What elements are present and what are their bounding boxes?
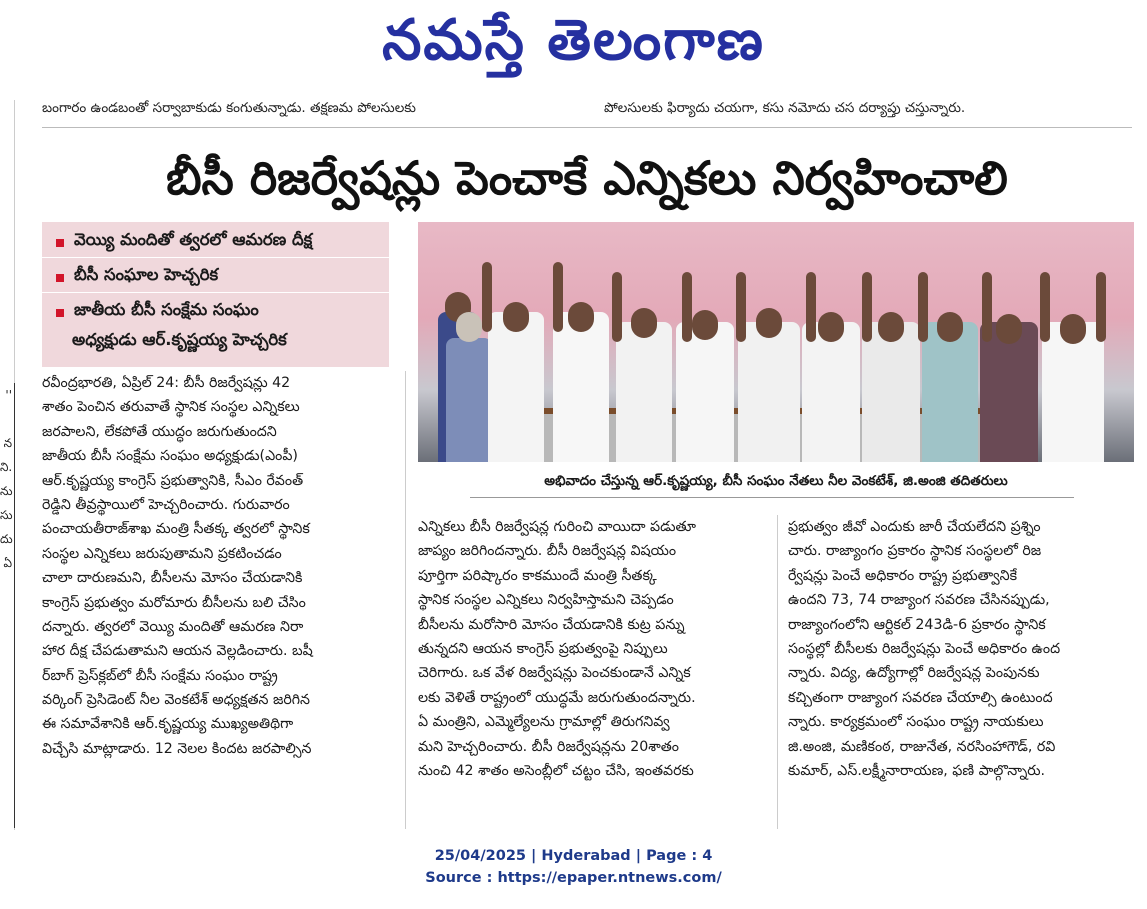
text-line: బీసీలను మరోసారి మోసం చేయడానికి కుట్ర పన్ను — [418, 616, 685, 633]
masthead-title: నమస్తే తెలంగాణ — [382, 8, 765, 73]
article-column-1 — [42, 371, 392, 761]
photo-caption: అభివాదం చేస్తున్న ఆర్.కృష్ణయ్య, బీసీ సంఘం నేతలు నీల వెంకటేశ్, జి.అంజి తదితరులు — [544, 473, 1008, 489]
text-line: న్నారు. కార్యక్రమంలో సంఘం రాష్ట్ర నాయకులు — [788, 714, 1044, 731]
clip-text: '' — [5, 388, 12, 402]
divider — [42, 127, 1132, 128]
previous-story-strip — [42, 96, 1102, 122]
person-figure — [446, 312, 492, 462]
strip-text-left: బంగారం ఉండబంతో సర్వాబాకుడు కంగుతున్నాడు. తక్షణమ పోలసులకు — [42, 100, 416, 116]
person-figure — [922, 272, 978, 462]
clip-text: ని. — [0, 460, 13, 474]
text-line: కుమార్, ఎస్.లక్ష్మీనారాయణ, ఫణి పాల్గొన్నారు. — [788, 762, 1046, 779]
sub-point: బీసీ సంఘాల హెచ్చరిక — [74, 265, 219, 284]
sub-point: అధ్యక్షుడు ఆర్.కృష్ణయ్య హెచ్చరిక — [72, 330, 287, 349]
text-line: లకు వెళితే రాష్ట్రంలో యుద్ధమే జరుగుతుందన్నారు. — [418, 689, 696, 706]
person-figure — [802, 272, 860, 462]
edition-info: 25/04/2025 | Hyderabad | Page : 4 — [434, 848, 713, 864]
text-line: జాతీయ బీసీ సంక్షేమ సంఘం అధ్యక్షుడు(ఎంపీ) — [42, 448, 298, 465]
text-line: ఉందని 73, 74 రాజ్యాంగ సవరణ చేసినప్పుడు, — [788, 592, 1050, 609]
clip-text: దు — [0, 532, 13, 546]
page-footer — [0, 845, 1147, 889]
clip-text: న — [3, 436, 12, 450]
text-line: సంస్థల ఎన్నికలు జరుపుతామని ప్రకటించడం — [42, 545, 282, 562]
bullet-icon — [56, 239, 64, 247]
text-line: వర్కింగ్ ప్రెసిడెంట్ నీల వెంకటేశ్ అధ్యక్షతన జరిగిన — [42, 692, 310, 709]
text-line: ఎన్నికలు బీసీ రిజర్వేషన్ల గురించి వాయిదా పడుతూ — [418, 519, 697, 535]
article-column-3 — [788, 515, 1134, 783]
text-line: ఆర్.కృష్ణయ్య కాంగ్రెస్ ప్రభుత్వానికి, సీఎం రేవంత్ — [42, 472, 304, 489]
text-line: మని హెచ్చరించారు. బీసీ రిజర్వేషన్లను 20శాతం — [418, 738, 680, 755]
person-figure — [980, 272, 1038, 462]
sub-point: జాతీయ బీసీ సంక్షేమ సంఘం — [74, 300, 259, 319]
text-line: పంచాయతీరాజ్‌శాఖ మంత్రి సీతక్క త్వరలో స్థానిక — [42, 521, 310, 538]
masthead — [0, 0, 1147, 82]
text-line: ఈ సమావేశానికి ఆర్.కృష్ణయ్య ముఖ్యఅతిథిగా — [42, 716, 294, 733]
text-line: చాలా దారుణమని, బీసీలను మోసం చేయడానికి — [42, 570, 303, 587]
person-figure — [1042, 272, 1104, 462]
person-figure — [553, 262, 609, 462]
text-line: చారు. రాజ్యాంగం ప్రకారం స్థానిక సంస్థలలో రిజ — [788, 543, 1042, 560]
strip-text-right: పోలసులకు ఫిర్యాదు చయగా, కసు నమోదు చస దర్యాప్తు చస్తున్నారు. — [604, 100, 966, 116]
text-line: కచ్చితంగా రాజ్యాంగ సవరణ చేయాల్సి ఉంటుంద — [788, 689, 1053, 706]
bullet-icon — [56, 309, 64, 317]
text-line: సంస్థల్లో బీసీలకు రిజర్వేషన్లు పెంచే అధికారం ఉంద — [788, 640, 1061, 657]
column-divider — [777, 515, 778, 829]
subheadings-box — [42, 222, 389, 367]
text-line: హార దీక్ష చేపడుతామని ఆయన వెల్లడించారు. బషీ — [42, 643, 313, 660]
text-line: తున్నదని ఆయన కాంగ్రెస్ ప్రభుత్వంపై నిప్పులు — [418, 640, 668, 657]
text-line: ర్వేషన్లు పెంచే అధికారం రాష్ట్ర ప్రభుత్వానికే — [788, 567, 1017, 584]
sub-point: వెయ్యి మందితో త్వరలో ఆమరణ దీక్ష — [74, 230, 313, 249]
clip-text: సు — [0, 508, 13, 522]
text-line: ఏ మంత్రిని, ఎమ్మెల్యేలను గ్రామాల్లో తిరుగనివ్వ — [418, 714, 670, 731]
clip-text: ఏ — [3, 556, 12, 570]
text-line: జరపాలని, లేకపోతే యుద్ధం జరుగుతుందని — [42, 423, 277, 440]
text-line: రాజ్యాంగంలోని ఆర్టికల్ 243డి-6 ప్రకారం స్థానిక — [788, 616, 1046, 633]
text-line: స్థానిక సంస్థల ఎన్నికలు నిర్వహిస్తామని చెప్పడం — [418, 592, 674, 609]
news-photo — [418, 222, 1134, 462]
text-line: శాతం పెంచిన తరువాతే స్థానిక సంస్థల ఎన్నికలు — [42, 399, 300, 416]
column-divider — [405, 371, 406, 829]
person-figure — [862, 272, 920, 462]
source-link[interactable]: Source : https://epaper.ntnews.com/ — [425, 870, 722, 886]
text-line: న్నారు. విద్య, ఉద్యోగాల్లో రిజర్వేషన్ల పెంపునకు — [788, 665, 1040, 682]
adjacent-story-clip — [0, 383, 15, 828]
person-figure — [616, 272, 672, 462]
text-line: రవీంద్రభారతి, ఏప్రిల్ 24: బీసీ రిజర్వేషన్లు 42 — [42, 375, 291, 391]
text-line: కాంగ్రెస్ ప్రభుత్వం మరోమారు బీసీలను బలి చేసిం — [42, 594, 306, 611]
divider — [42, 292, 389, 293]
text-line: ర్‌బాగ్ ప్రెస్‌క్లబ్‌లో బీసీ సంక్షేమ సంఘం రాష్ట్ర — [42, 667, 278, 684]
text-line: చెరిగారు. ఒక వేళ రిజర్వేషన్లు పెంచకుండానే ఎన్నిక — [418, 665, 691, 682]
article-headline: బీసీ రిజర్వేషన్లు పెంచాకే ఎన్నికలు నిర్వహించాలి — [166, 151, 1008, 205]
divider — [470, 497, 1074, 498]
person-figure — [738, 272, 800, 462]
text-line: విచ్చేసి మాట్లాడారు. 12 నెలల కిందట జరపాల్సిన — [42, 740, 312, 757]
person-figure — [676, 272, 734, 462]
person-figure — [488, 262, 544, 462]
clip-text: ను — [0, 484, 13, 498]
divider — [42, 257, 389, 258]
article-column-2 — [418, 515, 766, 783]
text-line: ప్రభుత్వం జీవో ఎందుకు జారీ చేయలేదని ప్రశ్నిం — [788, 519, 1041, 535]
bullet-icon — [56, 274, 64, 282]
text-line: పూర్తిగా పరిష్కారం కాకముందే మంత్రి సీతక్క — [418, 567, 657, 584]
text-line: దన్నారు. త్వరలో వెయ్యి మందితో ఆమరణ నిరా — [42, 618, 304, 635]
text-line: రెడ్డిని తీవ్రస్థాయిలో హెచ్చరించారు. గురువారం — [42, 496, 290, 513]
text-line: నుంచి 42 శాతం అసెంబ్లీలో చట్టం చేసి, ఇంతవరకు — [418, 762, 694, 779]
text-line: జాప్యం జరిగిందన్నారు. బీసీ రిజర్వేషన్ల విషయం — [418, 543, 677, 560]
text-line: జి.అంజి, మణికంఠ, రాజునేత, నరసింహాగౌడ్, రవి — [788, 738, 1056, 755]
